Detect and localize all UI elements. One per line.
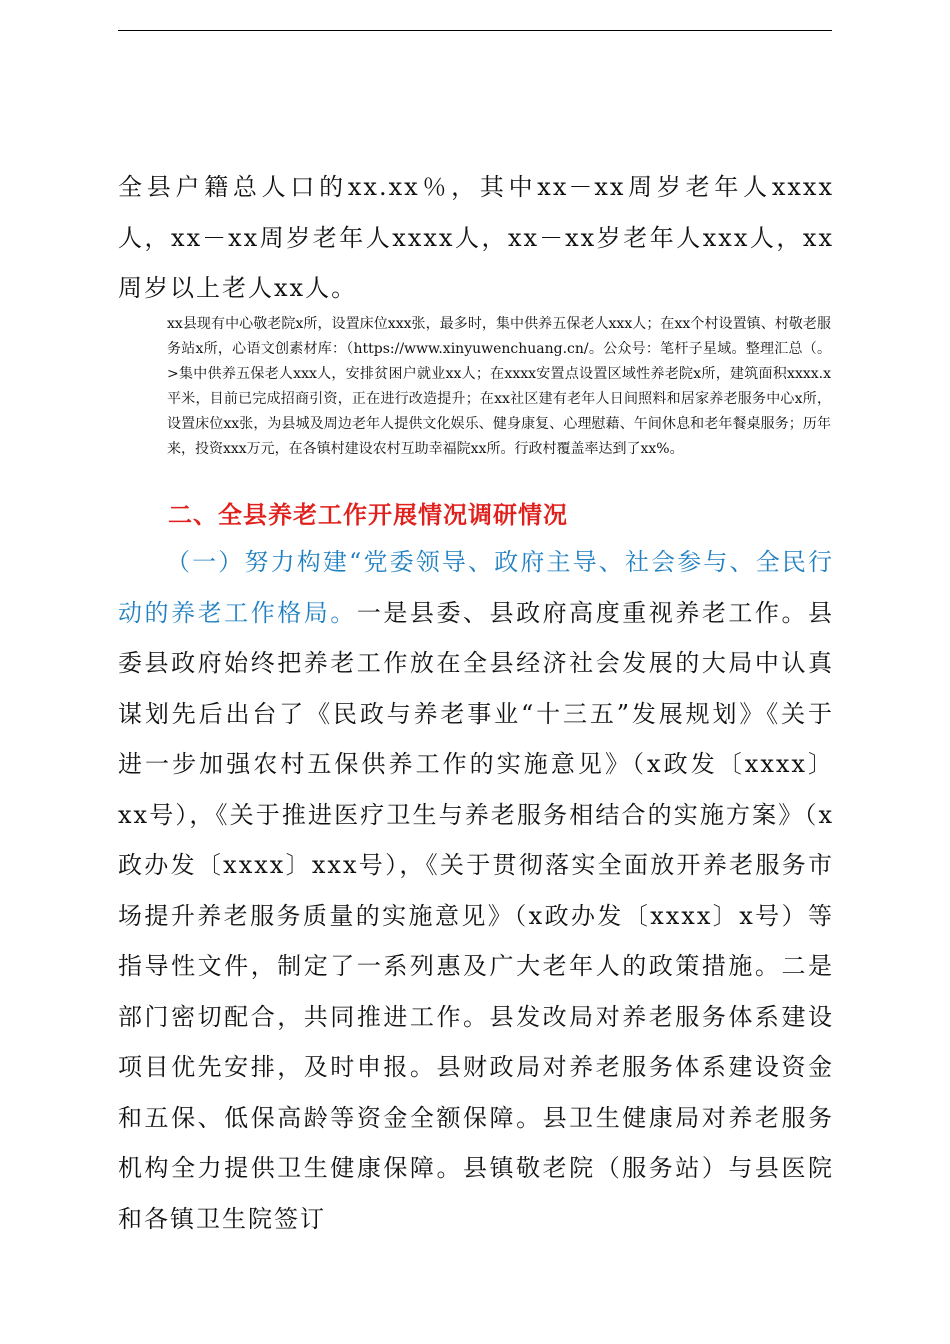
main-paragraph-text: 一是县委、县政府高度重视养老工作。县委县政府始终把养老工作放在全县经济社会发展的大局中认真谋划先后出台了《民政与养老事业“十三五”发展规划》《关于进一步加强农村五保供养工作的实施意见》（x政发〔xxxx〕xx号），《关于推进医疗卫生与养老服务相结合的实施方案》（x政办发〔xxxx〕xxx号），《关于贯彻落实全面放开养老服务市场提升养老服务质量的实施意见》（x政办发〔xxxx〕x号）等指导性文件，制定了一系列惠及广大老年人的政策措施。二是部门密切配合，共同推进工作。县发改局对养老服务体系建设项目优先安排，及时申报。县财政局对养老服务体系建设资金和五保、低保高龄等资金全额保障。县卫生健康局对养老服务机构全力提供卫生健康保障。县镇敬老院（服务站）与县医院和各镇卫生院签订: [118, 598, 835, 1233]
intro-paragraph: 全县户籍总人口的xx.xx％，其中xx－xx周岁老年人xxxx人，xx－xx周岁老年人xxxx人，xx－xx岁老年人xxx人，xx周岁以上老人xx人。: [118, 173, 834, 302]
main-paragraph: [118, 537, 834, 1244]
section-heading: 二、全县养老工作开展情况调研情况: [168, 501, 568, 529]
header-rule: [118, 30, 832, 31]
small-text-paragraph: xx县现有中心敬老院x所，设置床位xxx张，最多时，集中供养五保老人xxx人；在xx个村设置镇、村敬老服务站x所，心语文创素材库：（https://www.xinyuwenchuang.cn/。公众号：笔杆子星域。整理汇总（。>集中供养五保老人xxx人，安排贫困户就业xx人；在xxxx安置点设置区域性养老院x所，建筑面积xxxx.x平米，目前已完成招商引资，正在进行改造提升；在xx社区建有老年人日间照料和居家养老服务中心x所，设置床位xx张，为县城及周边老年人提供文化娱乐、健身康复、心理慰藉、午间休息和老年餐桌服务；历年来，投资xxx万元，在各镇村建设农村互助幸福院xx所。行政村覆盖率达到了xx%。: [167, 316, 831, 457]
subsection-heading: （一）努力构建“党委领导、政府主导、社会参与、全民行动的养老工作格局。: [118, 548, 834, 627]
